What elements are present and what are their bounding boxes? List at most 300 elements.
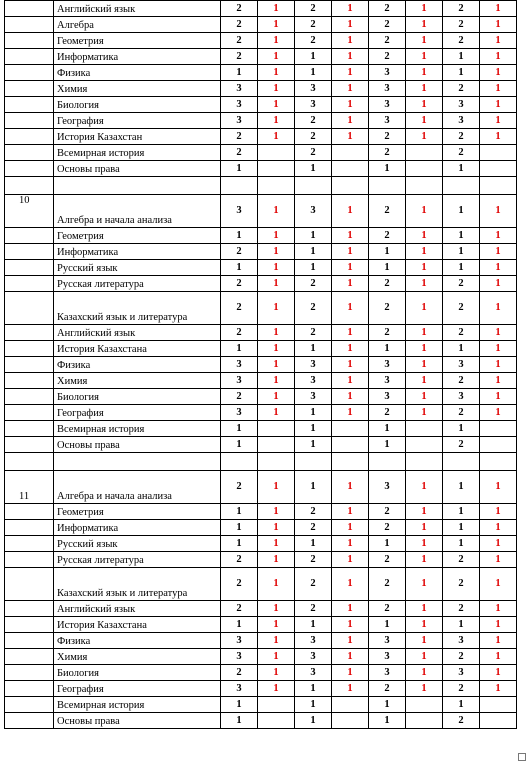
hours-cell bbox=[369, 177, 406, 195]
red-hours-cell: 1 bbox=[332, 601, 369, 617]
hours-cell: 2 bbox=[295, 17, 332, 33]
hours-cell: 2 bbox=[221, 568, 258, 601]
hours-cell: 2 bbox=[443, 437, 480, 453]
grade-cell bbox=[5, 373, 54, 389]
hours-cell: 2 bbox=[369, 145, 406, 161]
red-hours-cell: 1 bbox=[258, 405, 295, 421]
red-hours-cell: 1 bbox=[258, 504, 295, 520]
red-hours-cell bbox=[332, 697, 369, 713]
hours-cell: 1 bbox=[295, 244, 332, 260]
hours-cell: 3 bbox=[443, 97, 480, 113]
red-hours-cell: 1 bbox=[258, 1, 295, 17]
table-row bbox=[5, 81, 517, 97]
red-hours-cell: 1 bbox=[332, 49, 369, 65]
grade-cell bbox=[5, 601, 54, 617]
hours-cell: 1 bbox=[369, 617, 406, 633]
red-hours-cell bbox=[406, 437, 443, 453]
grade-cell bbox=[5, 49, 54, 65]
hours-cell: 1 bbox=[369, 341, 406, 357]
table-row bbox=[5, 649, 517, 665]
table-row bbox=[5, 520, 517, 536]
red-hours-cell bbox=[406, 145, 443, 161]
hours-cell: 3 bbox=[221, 113, 258, 129]
red-hours-cell: 1 bbox=[332, 552, 369, 568]
hours-cell bbox=[221, 453, 258, 471]
hours-cell: 3 bbox=[221, 633, 258, 649]
hours-cell: 2 bbox=[295, 145, 332, 161]
hours-cell: 3 bbox=[221, 681, 258, 697]
table-row bbox=[5, 145, 517, 161]
red-hours-cell: 1 bbox=[258, 81, 295, 97]
hours-cell: 2 bbox=[221, 389, 258, 405]
red-hours-cell: 1 bbox=[480, 17, 517, 33]
hours-cell: 3 bbox=[369, 373, 406, 389]
grade-cell bbox=[5, 33, 54, 49]
hours-cell: 1 bbox=[295, 228, 332, 244]
table-row bbox=[5, 17, 517, 33]
hours-cell: 2 bbox=[369, 552, 406, 568]
hours-cell: 3 bbox=[443, 633, 480, 649]
hours-cell: 1 bbox=[221, 504, 258, 520]
table-row bbox=[5, 697, 517, 713]
grade-cell bbox=[5, 129, 54, 145]
red-hours-cell: 1 bbox=[480, 33, 517, 49]
red-hours-cell: 1 bbox=[332, 33, 369, 49]
red-hours-cell: 1 bbox=[480, 292, 517, 325]
red-hours-cell: 1 bbox=[258, 471, 295, 504]
hours-cell: 2 bbox=[443, 325, 480, 341]
red-hours-cell: 1 bbox=[258, 129, 295, 145]
grade-cell bbox=[5, 697, 54, 713]
grade-cell bbox=[5, 421, 54, 437]
hours-cell: 2 bbox=[295, 325, 332, 341]
hours-cell: 2 bbox=[443, 81, 480, 97]
hours-cell: 1 bbox=[295, 405, 332, 421]
hours-cell: 3 bbox=[295, 633, 332, 649]
hours-cell bbox=[369, 453, 406, 471]
hours-cell: 1 bbox=[295, 697, 332, 713]
subject-cell: Казахский язык и литература bbox=[54, 568, 221, 601]
grade-cell bbox=[5, 161, 54, 177]
red-hours-cell: 1 bbox=[406, 276, 443, 292]
subject-cell: Русская литература bbox=[54, 552, 221, 568]
red-hours-cell: 1 bbox=[258, 520, 295, 536]
red-hours-cell: 1 bbox=[480, 520, 517, 536]
hours-cell: 3 bbox=[369, 389, 406, 405]
hours-cell: 3 bbox=[221, 405, 258, 421]
hours-cell: 2 bbox=[443, 145, 480, 161]
grade-cell bbox=[5, 389, 54, 405]
red-hours-cell: 1 bbox=[332, 195, 369, 228]
subject-cell: Всемирная история bbox=[54, 697, 221, 713]
red-hours-cell bbox=[332, 177, 369, 195]
hours-cell: 3 bbox=[295, 97, 332, 113]
table-row bbox=[5, 33, 517, 49]
subject-cell: Алгебра и начала анализа bbox=[54, 195, 221, 228]
hours-cell: 1 bbox=[295, 437, 332, 453]
red-hours-cell: 1 bbox=[258, 195, 295, 228]
hours-cell bbox=[443, 177, 480, 195]
table-row bbox=[5, 421, 517, 437]
hours-cell: 2 bbox=[221, 471, 258, 504]
red-hours-cell bbox=[258, 421, 295, 437]
hours-cell: 1 bbox=[369, 161, 406, 177]
hours-cell bbox=[295, 177, 332, 195]
hours-cell: 1 bbox=[221, 65, 258, 81]
table-row bbox=[5, 49, 517, 65]
hours-cell: 2 bbox=[443, 129, 480, 145]
hours-cell: 3 bbox=[443, 357, 480, 373]
hours-cell: 1 bbox=[443, 504, 480, 520]
hours-cell: 2 bbox=[221, 1, 258, 17]
hours-cell: 2 bbox=[443, 601, 480, 617]
red-hours-cell: 1 bbox=[332, 97, 369, 113]
grade-cell: 10 bbox=[5, 195, 54, 228]
table-row bbox=[5, 1, 517, 17]
hours-cell: 2 bbox=[295, 1, 332, 17]
red-hours-cell bbox=[406, 177, 443, 195]
red-hours-cell: 1 bbox=[332, 81, 369, 97]
subject-cell: История Казахстан bbox=[54, 129, 221, 145]
table-row bbox=[5, 681, 517, 697]
subject-cell: География bbox=[54, 405, 221, 421]
red-hours-cell: 1 bbox=[332, 633, 369, 649]
red-hours-cell bbox=[258, 145, 295, 161]
hours-cell: 1 bbox=[221, 341, 258, 357]
red-hours-cell: 1 bbox=[406, 357, 443, 373]
red-hours-cell bbox=[480, 713, 517, 729]
red-hours-cell bbox=[406, 421, 443, 437]
red-hours-cell bbox=[332, 437, 369, 453]
red-hours-cell bbox=[480, 453, 517, 471]
table-row bbox=[5, 453, 517, 471]
red-hours-cell: 1 bbox=[332, 389, 369, 405]
hours-cell: 1 bbox=[443, 341, 480, 357]
red-hours-cell: 1 bbox=[332, 260, 369, 276]
red-hours-cell bbox=[406, 713, 443, 729]
red-hours-cell bbox=[258, 161, 295, 177]
grade-cell bbox=[5, 341, 54, 357]
hours-cell: 2 bbox=[369, 17, 406, 33]
red-hours-cell bbox=[332, 145, 369, 161]
red-hours-cell: 1 bbox=[332, 341, 369, 357]
hours-cell: 2 bbox=[369, 325, 406, 341]
red-hours-cell: 1 bbox=[406, 520, 443, 536]
red-hours-cell: 1 bbox=[258, 617, 295, 633]
grade-cell bbox=[5, 113, 54, 129]
hours-cell: 2 bbox=[221, 601, 258, 617]
subject-cell: Физика bbox=[54, 633, 221, 649]
subject-cell: История Казахстана bbox=[54, 617, 221, 633]
hours-cell bbox=[221, 177, 258, 195]
hours-cell: 2 bbox=[443, 405, 480, 421]
grade-cell bbox=[5, 552, 54, 568]
red-hours-cell: 1 bbox=[480, 633, 517, 649]
red-hours-cell: 1 bbox=[480, 97, 517, 113]
table-row bbox=[5, 129, 517, 145]
red-hours-cell: 1 bbox=[406, 65, 443, 81]
red-hours-cell: 1 bbox=[332, 129, 369, 145]
grade-cell bbox=[5, 453, 54, 471]
hours-cell: 1 bbox=[295, 421, 332, 437]
red-hours-cell: 1 bbox=[480, 81, 517, 97]
grade-cell bbox=[5, 292, 54, 325]
hours-cell: 1 bbox=[443, 195, 480, 228]
red-hours-cell: 1 bbox=[480, 325, 517, 341]
red-hours-cell: 1 bbox=[480, 504, 517, 520]
red-hours-cell: 1 bbox=[332, 471, 369, 504]
hours-cell: 3 bbox=[221, 357, 258, 373]
red-hours-cell: 1 bbox=[480, 471, 517, 504]
hours-cell: 3 bbox=[369, 113, 406, 129]
red-hours-cell: 1 bbox=[258, 389, 295, 405]
hours-cell: 3 bbox=[443, 665, 480, 681]
hours-cell: 1 bbox=[221, 520, 258, 536]
red-hours-cell: 1 bbox=[480, 405, 517, 421]
hours-cell: 2 bbox=[443, 681, 480, 697]
red-hours-cell bbox=[332, 161, 369, 177]
table-row bbox=[5, 471, 517, 504]
hours-cell: 3 bbox=[221, 97, 258, 113]
subject-cell: Всемирная история bbox=[54, 421, 221, 437]
red-hours-cell: 1 bbox=[258, 325, 295, 341]
hours-cell: 1 bbox=[295, 617, 332, 633]
hours-cell: 2 bbox=[221, 129, 258, 145]
hours-cell: 2 bbox=[295, 520, 332, 536]
hours-cell: 1 bbox=[369, 697, 406, 713]
red-hours-cell: 1 bbox=[406, 33, 443, 49]
subject-cell: Информатика bbox=[54, 520, 221, 536]
hours-cell: 2 bbox=[295, 504, 332, 520]
red-hours-cell: 1 bbox=[480, 617, 517, 633]
hours-cell: 2 bbox=[443, 713, 480, 729]
red-hours-cell: 1 bbox=[332, 520, 369, 536]
hours-cell: 2 bbox=[443, 276, 480, 292]
red-hours-cell: 1 bbox=[406, 405, 443, 421]
red-hours-cell bbox=[406, 161, 443, 177]
grade-cell bbox=[5, 649, 54, 665]
hours-cell: 2 bbox=[221, 552, 258, 568]
subject-cell: Информатика bbox=[54, 244, 221, 260]
subject-cell: Химия bbox=[54, 373, 221, 389]
red-hours-cell: 1 bbox=[332, 373, 369, 389]
hours-cell: 2 bbox=[295, 568, 332, 601]
hours-cell: 2 bbox=[221, 17, 258, 33]
hours-cell: 1 bbox=[369, 437, 406, 453]
hours-cell: 1 bbox=[295, 713, 332, 729]
subject-cell: География bbox=[54, 113, 221, 129]
hours-cell: 2 bbox=[369, 681, 406, 697]
red-hours-cell: 1 bbox=[258, 292, 295, 325]
grade-cell bbox=[5, 145, 54, 161]
red-hours-cell: 1 bbox=[480, 228, 517, 244]
red-hours-cell: 1 bbox=[406, 471, 443, 504]
red-hours-cell: 1 bbox=[406, 681, 443, 697]
grade-cell bbox=[5, 713, 54, 729]
hours-cell: 3 bbox=[295, 81, 332, 97]
hours-cell: 3 bbox=[295, 357, 332, 373]
red-hours-cell: 1 bbox=[480, 552, 517, 568]
hours-cell: 1 bbox=[221, 228, 258, 244]
hours-cell: 2 bbox=[221, 49, 258, 65]
red-hours-cell: 1 bbox=[406, 504, 443, 520]
subject-cell: География bbox=[54, 681, 221, 697]
hours-cell: 1 bbox=[221, 617, 258, 633]
hours-cell: 2 bbox=[443, 33, 480, 49]
red-hours-cell: 1 bbox=[258, 633, 295, 649]
hours-cell: 2 bbox=[443, 568, 480, 601]
red-hours-cell: 1 bbox=[406, 568, 443, 601]
red-hours-cell bbox=[258, 697, 295, 713]
grade-cell bbox=[5, 97, 54, 113]
hours-cell: 2 bbox=[221, 276, 258, 292]
hours-cell: 1 bbox=[221, 421, 258, 437]
red-hours-cell: 1 bbox=[406, 129, 443, 145]
hours-cell: 1 bbox=[443, 260, 480, 276]
hours-cell: 1 bbox=[295, 341, 332, 357]
table-row bbox=[5, 65, 517, 81]
resize-handle-icon[interactable] bbox=[518, 753, 526, 761]
hours-cell: 1 bbox=[295, 260, 332, 276]
hours-cell: 1 bbox=[443, 617, 480, 633]
hours-cell: 3 bbox=[369, 665, 406, 681]
red-hours-cell bbox=[406, 697, 443, 713]
red-hours-cell: 1 bbox=[332, 292, 369, 325]
grade-cell: 11 bbox=[5, 471, 54, 504]
red-hours-cell: 1 bbox=[332, 665, 369, 681]
grade-cell bbox=[5, 81, 54, 97]
red-hours-cell: 1 bbox=[258, 276, 295, 292]
red-hours-cell: 1 bbox=[480, 665, 517, 681]
grade-cell bbox=[5, 1, 54, 17]
subject-cell: Биология bbox=[54, 665, 221, 681]
red-hours-cell: 1 bbox=[480, 536, 517, 552]
red-hours-cell bbox=[480, 421, 517, 437]
hours-cell: 3 bbox=[295, 389, 332, 405]
table-row bbox=[5, 536, 517, 552]
red-hours-cell: 1 bbox=[258, 601, 295, 617]
hours-cell: 1 bbox=[295, 471, 332, 504]
hours-cell: 1 bbox=[295, 681, 332, 697]
red-hours-cell: 1 bbox=[480, 357, 517, 373]
subject-cell: Геометрия bbox=[54, 33, 221, 49]
hours-cell: 2 bbox=[221, 244, 258, 260]
grade-cell bbox=[5, 633, 54, 649]
hours-cell: 2 bbox=[295, 292, 332, 325]
subject-cell: Английский язык bbox=[54, 325, 221, 341]
red-hours-cell: 1 bbox=[332, 681, 369, 697]
hours-cell: 3 bbox=[443, 113, 480, 129]
hours-cell: 1 bbox=[443, 65, 480, 81]
grade-cell bbox=[5, 228, 54, 244]
hours-cell: 2 bbox=[295, 113, 332, 129]
table-row bbox=[5, 97, 517, 113]
red-hours-cell: 1 bbox=[332, 357, 369, 373]
red-hours-cell: 1 bbox=[480, 568, 517, 601]
subject-cell: Физика bbox=[54, 65, 221, 81]
table-row bbox=[5, 177, 517, 195]
hours-cell: 2 bbox=[221, 33, 258, 49]
grade-cell bbox=[5, 665, 54, 681]
subject-cell: Всемирная история bbox=[54, 145, 221, 161]
hours-cell: 1 bbox=[295, 49, 332, 65]
red-hours-cell: 1 bbox=[258, 649, 295, 665]
hours-cell: 1 bbox=[443, 520, 480, 536]
table-row bbox=[5, 113, 517, 129]
red-hours-cell: 1 bbox=[480, 389, 517, 405]
hours-cell: 2 bbox=[369, 568, 406, 601]
table-row bbox=[5, 292, 517, 325]
table-row bbox=[5, 504, 517, 520]
hours-cell: 3 bbox=[221, 81, 258, 97]
hours-cell: 2 bbox=[369, 129, 406, 145]
hours-cell: 2 bbox=[369, 601, 406, 617]
hours-cell: 1 bbox=[443, 228, 480, 244]
table-row bbox=[5, 568, 517, 601]
red-hours-cell: 1 bbox=[258, 113, 295, 129]
subject-cell: Основы права bbox=[54, 713, 221, 729]
red-hours-cell: 1 bbox=[332, 617, 369, 633]
red-hours-cell: 1 bbox=[406, 17, 443, 33]
red-hours-cell: 1 bbox=[480, 244, 517, 260]
hours-cell: 3 bbox=[369, 633, 406, 649]
hours-cell: 2 bbox=[295, 552, 332, 568]
red-hours-cell: 1 bbox=[480, 49, 517, 65]
grade-cell bbox=[5, 681, 54, 697]
grade-cell bbox=[5, 617, 54, 633]
hours-cell: 1 bbox=[295, 161, 332, 177]
hours-cell: 1 bbox=[369, 260, 406, 276]
red-hours-cell: 1 bbox=[258, 260, 295, 276]
grade-cell bbox=[5, 405, 54, 421]
table-row bbox=[5, 617, 517, 633]
hours-cell: 3 bbox=[295, 649, 332, 665]
subject-cell: Алгебра и начала анализа bbox=[54, 471, 221, 504]
red-hours-cell: 1 bbox=[406, 325, 443, 341]
red-hours-cell: 1 bbox=[258, 665, 295, 681]
red-hours-cell bbox=[480, 161, 517, 177]
red-hours-cell: 1 bbox=[480, 129, 517, 145]
grade-cell bbox=[5, 177, 54, 195]
subject-cell: Русский язык bbox=[54, 260, 221, 276]
red-hours-cell: 1 bbox=[406, 244, 443, 260]
red-hours-cell: 1 bbox=[406, 633, 443, 649]
table-row bbox=[5, 437, 517, 453]
red-hours-cell: 1 bbox=[480, 341, 517, 357]
table-row bbox=[5, 552, 517, 568]
grade-cell bbox=[5, 260, 54, 276]
red-hours-cell: 1 bbox=[258, 97, 295, 113]
subject-cell: Биология bbox=[54, 97, 221, 113]
subject-cell: Химия bbox=[54, 81, 221, 97]
red-hours-cell: 1 bbox=[332, 649, 369, 665]
hours-cell: 1 bbox=[443, 471, 480, 504]
grade-cell bbox=[5, 17, 54, 33]
red-hours-cell: 1 bbox=[480, 601, 517, 617]
hours-cell: 1 bbox=[443, 244, 480, 260]
hours-cell bbox=[295, 453, 332, 471]
red-hours-cell: 1 bbox=[332, 504, 369, 520]
subject-cell: Биология bbox=[54, 389, 221, 405]
hours-cell: 2 bbox=[443, 373, 480, 389]
red-hours-cell bbox=[258, 177, 295, 195]
red-hours-cell: 1 bbox=[480, 649, 517, 665]
hours-cell: 1 bbox=[369, 244, 406, 260]
red-hours-cell: 1 bbox=[258, 536, 295, 552]
red-hours-cell: 1 bbox=[332, 1, 369, 17]
hours-cell: 3 bbox=[221, 649, 258, 665]
table-row bbox=[5, 373, 517, 389]
